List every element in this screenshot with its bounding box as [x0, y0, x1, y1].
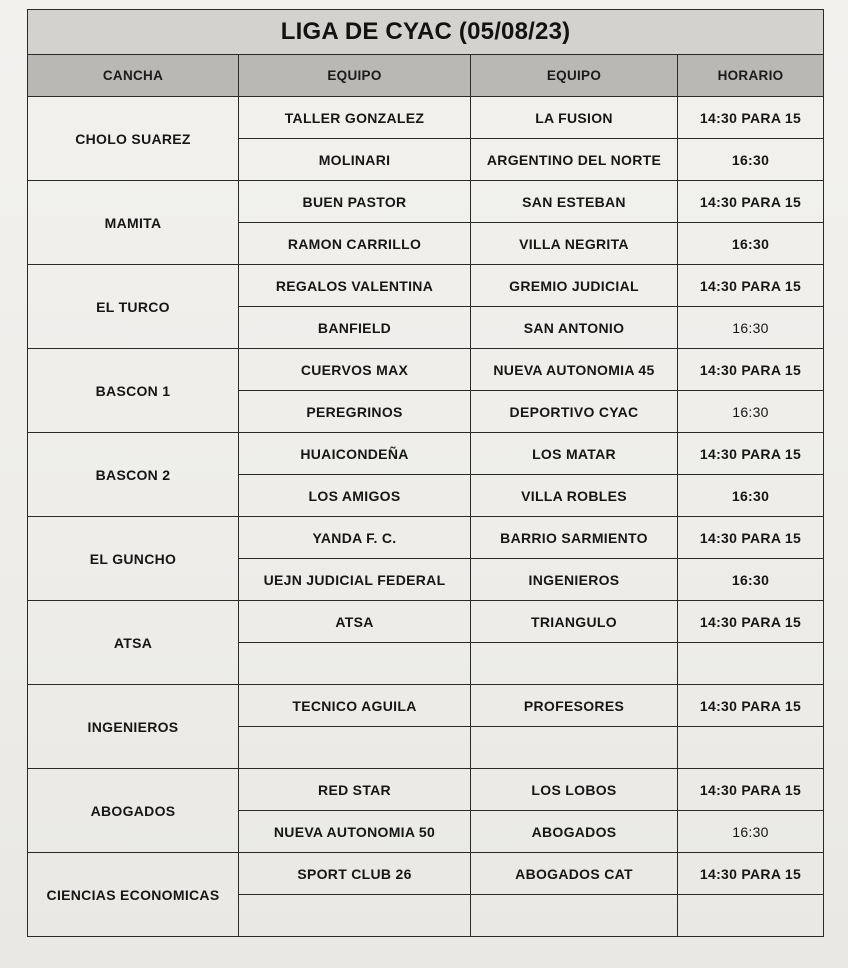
match-row [28, 685, 824, 727]
venue-cell: CIENCIAS ECONOMICAS [28, 853, 239, 937]
team-1-cell: HUAICONDEÑA [239, 433, 471, 475]
team-1-cell: RAMON CARRILLO [239, 223, 471, 265]
time-cell: 14:30 PARA 15 [678, 265, 824, 307]
team-2-cell: LOS MATAR [471, 433, 678, 475]
team-1-cell: BANFIELD [239, 307, 471, 349]
match-row [28, 349, 824, 391]
team-2-cell [471, 727, 678, 769]
time-cell: 14:30 PARA 15 [678, 685, 824, 727]
team-2-cell: DEPORTIVO CYAC [471, 391, 678, 433]
venue-cell: MAMITA [28, 181, 239, 265]
team-1-cell: REGALOS VALENTINA [239, 265, 471, 307]
team-2-cell: GREMIO JUDICIAL [471, 265, 678, 307]
team-1-cell [239, 643, 471, 685]
team-1-cell: TALLER GONZALEZ [239, 97, 471, 139]
match-row [28, 433, 824, 475]
team-2-cell: LOS LOBOS [471, 769, 678, 811]
time-cell [678, 895, 824, 937]
team-2-cell: LA FUSION [471, 97, 678, 139]
time-cell: 14:30 PARA 15 [678, 97, 824, 139]
time-cell: 14:30 PARA 15 [678, 517, 824, 559]
time-cell: 16:30 [678, 307, 824, 349]
time-cell: 14:30 PARA 15 [678, 349, 824, 391]
team-2-cell: VILLA NEGRITA [471, 223, 678, 265]
team-1-cell: RED STAR [239, 769, 471, 811]
time-cell: 16:30 [678, 139, 824, 181]
team-1-cell: CUERVOS MAX [239, 349, 471, 391]
time-cell: 16:30 [678, 559, 824, 601]
header-team-1: EQUIPO [239, 55, 471, 97]
venue-cell: ATSA [28, 601, 239, 685]
header-team-2: EQUIPO [471, 55, 678, 97]
team-2-cell: TRIANGULO [471, 601, 678, 643]
team-2-cell: NUEVA AUTONOMIA 45 [471, 349, 678, 391]
team-2-cell: PROFESORES [471, 685, 678, 727]
team-2-cell: SAN ESTEBAN [471, 181, 678, 223]
team-1-cell: SPORT CLUB 26 [239, 853, 471, 895]
team-1-cell: ATSA [239, 601, 471, 643]
venue-cell: CHOLO SUAREZ [28, 97, 239, 181]
venue-cell: BASCON 1 [28, 349, 239, 433]
team-2-cell: SAN ANTONIO [471, 307, 678, 349]
team-1-cell: LOS AMIGOS [239, 475, 471, 517]
time-cell: 14:30 PARA 15 [678, 769, 824, 811]
team-2-cell: ABOGADOS [471, 811, 678, 853]
team-1-cell: YANDA F. C. [239, 517, 471, 559]
team-2-cell: VILLA ROBLES [471, 475, 678, 517]
venue-cell: INGENIEROS [28, 685, 239, 769]
venue-cell: ABOGADOS [28, 769, 239, 853]
header-venue: CANCHA [28, 55, 239, 97]
match-row [28, 517, 824, 559]
time-cell: 16:30 [678, 223, 824, 265]
match-row [28, 769, 824, 811]
team-1-cell: PEREGRINOS [239, 391, 471, 433]
time-cell: 14:30 PARA 15 [678, 853, 824, 895]
team-2-cell: INGENIEROS [471, 559, 678, 601]
match-row [28, 97, 824, 139]
team-2-cell [471, 895, 678, 937]
time-cell: 14:30 PARA 15 [678, 433, 824, 475]
venue-cell: BASCON 2 [28, 433, 239, 517]
header-row [28, 55, 824, 97]
match-row [28, 601, 824, 643]
venue-cell: EL GUNCHO [28, 517, 239, 601]
time-cell [678, 727, 824, 769]
venue-cell: EL TURCO [28, 265, 239, 349]
fixture-table [27, 9, 824, 937]
team-1-cell: TECNICO AGUILA [239, 685, 471, 727]
time-cell [678, 643, 824, 685]
team-2-cell [471, 643, 678, 685]
time-cell: 16:30 [678, 811, 824, 853]
match-row [28, 853, 824, 895]
time-cell: 14:30 PARA 15 [678, 601, 824, 643]
match-row [28, 181, 824, 223]
table-title: LIGA DE CYAC (05/08/23) [28, 10, 824, 55]
team-1-cell [239, 895, 471, 937]
match-row [28, 265, 824, 307]
team-1-cell [239, 727, 471, 769]
team-2-cell: ARGENTINO DEL NORTE [471, 139, 678, 181]
header-time: HORARIO [678, 55, 824, 97]
team-1-cell: NUEVA AUTONOMIA 50 [239, 811, 471, 853]
team-2-cell: ABOGADOS CAT [471, 853, 678, 895]
time-cell: 16:30 [678, 391, 824, 433]
time-cell: 16:30 [678, 475, 824, 517]
team-2-cell: BARRIO SARMIENTO [471, 517, 678, 559]
team-1-cell: BUEN PASTOR [239, 181, 471, 223]
team-1-cell: UEJN JUDICIAL FEDERAL [239, 559, 471, 601]
time-cell: 14:30 PARA 15 [678, 181, 824, 223]
team-1-cell: MOLINARI [239, 139, 471, 181]
